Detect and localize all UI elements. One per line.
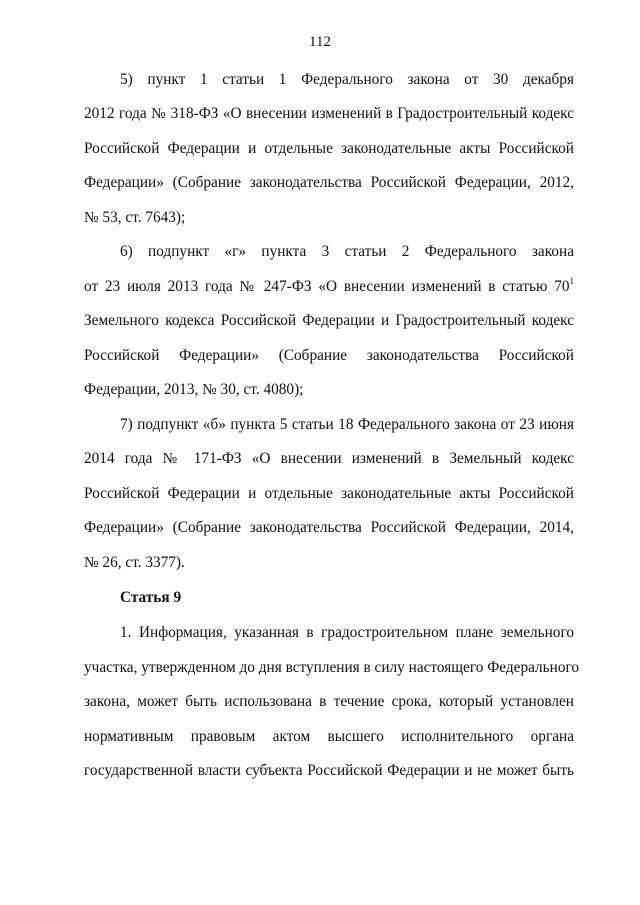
item7-line4: Федерации» (Собрание законодательства Российской Федерации, 2014, [84,519,574,536]
item7-line3: Российской Федерации и отдельные законодательные акты Российской [84,485,574,502]
article9-line1: 1. Информация, указанная в градостроительном плане земельного [120,624,574,641]
item6-line2 [84,277,574,297]
item5-line1: 5) пункт 1 статьи 1 Федерального закона от 30 декабря [120,71,574,88]
article9-line4: нормативным правовым актом высшего исполнительного органа [84,728,574,745]
item6-line5: Федерации, 2013, № 30, ст. 4080); [84,381,304,398]
item6-line4: Российской Федерации» (Собрание законодательства Российской [84,347,574,364]
item6-line2-superscript: 1 [569,276,574,286]
item7-line1: 7) подпункт «б» пункта 5 статьи 18 Федерального закона от 23 июня [120,416,574,433]
item6-line3: Земельного кодекса Российской Федерации и Градостроительный кодекс [84,312,574,329]
item5-line3: Российской Федерации и отдельные законодательные акты Российской [84,140,574,157]
article9-line5: государственной власти субъекта Российской Федерации и не может быть [84,762,574,779]
item6-line1: 6) подпункт «г» пункта 3 статьи 2 Федерального закона [120,243,574,260]
item5-line4: Федерации» (Собрание законодательства Российской Федерации, 2012, [84,174,574,191]
page-number: 112 [309,34,331,50]
item5-line5: № 53, ст. 7643); [84,209,186,226]
item5-line2: 2012 года № 318-ФЗ «О внесении изменений в Градостроительный кодекс [84,105,574,122]
item7-line5: № 26, ст. 3377). [84,554,185,571]
article9-line3: закона, может быть использована в течение срока, который установлен [84,693,574,710]
item7-line2: 2014 года № 171-ФЗ «О внесении изменений в Земельный кодекс [84,450,574,467]
article-heading: Статья 9 [120,589,182,606]
article9-line2: участка, утвержденном до дня вступления в силу настоящего Федерального [84,659,580,676]
item6-line2-text: от 23 июля 2013 года № 247-ФЗ «О внесении изменений в статью 70 [84,278,570,295]
